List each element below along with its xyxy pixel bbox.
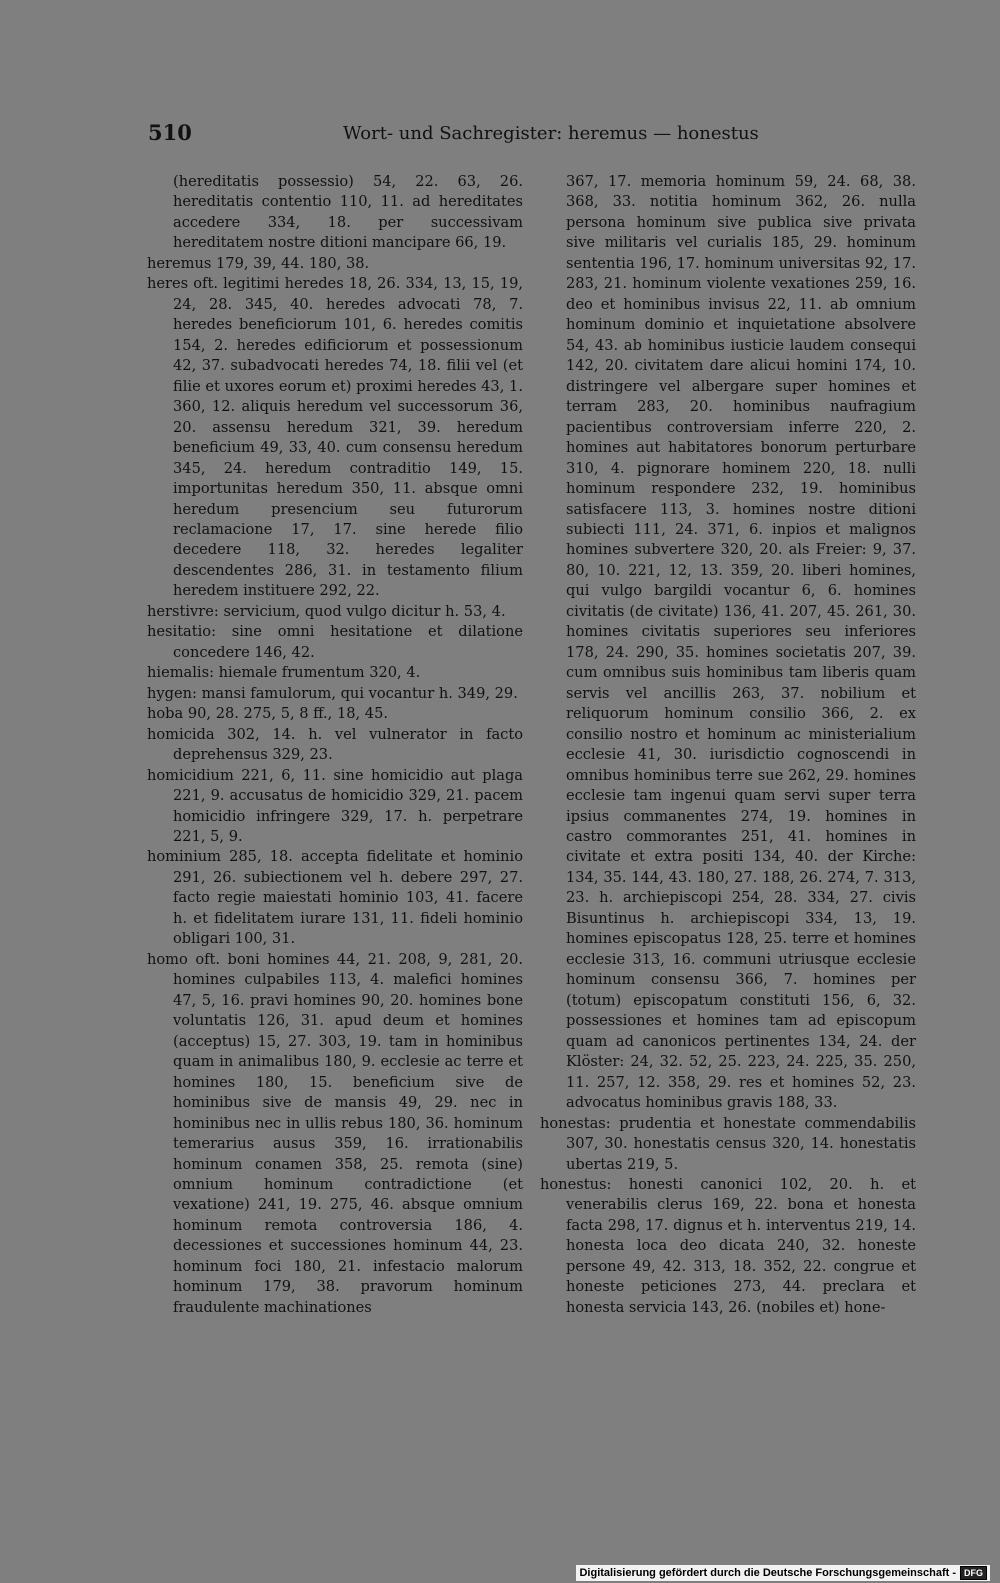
index-entry: honestus: honesti canonici 102, 20. h. et venerabilis clerus 169, 22. bona et honesta facta 298, 17. dignus et h. interventus 219, 14. honesta loca deo dicata 240, 32. honeste persone 49, 42. 313, 18. 352, 22. congrue et honeste peticiones 273, 44. preclara et honesta servicia 143, 26. (nobiles et) hone-: [540, 1175, 921, 1316]
index-entry: herstivre: servicium, quod vulgo dicitur h. 53, 4.: [147, 602, 506, 620]
index-entry: hiemalis: hiemale frumentum 320, 4.: [147, 664, 421, 682]
footer-text: Digitalisierung gefördert durch die Deutsche Forschungsgemeinschaft -: [579, 1567, 956, 1579]
dfg-logo: DFG: [960, 1566, 987, 1580]
index-entry: hominium 285, 18. accepta fidelitate et hominio 291, 26. subiectionem vel h. debere 297, 27. facto regie maiestati hominio 103, 41. facere h. et fidelitatem iurare 131, 11. fideli hominio obligari 100, 31.: [147, 848, 528, 948]
index-entry: hesitatio: sine omni hesitatione et dilatione concedere 146, 42.: [147, 623, 528, 661]
index-entry: 367, 17. memoria hominum 59, 24. 68, 38. 368, 33. notitia hominum 362, 26. nulla persona hominum sive publica sive privata sive militaris vel curialis 185, 29. hominum sententia 196, 17. hominum universitas 92, 17. 283, 21. hominum violente vexationes 259, 16. deo et hominibus invisus 22, 11. ab omnium hominum dominio et inquietatione absolvere 54, 43. ab hominibus iusticie laudem consequi 142, 20. civitatem dare alicui homini 174, 10. distringere vel albergare super homines et terram 283, 20. hominibus naufragium pacientibus controversiam inferre 220, 2. homines aut habitatores bonorum perturbare 310, 4. pignorare hominem 220, 18. nulli hominum respondere 232, 19. hominibus satisfacere 113, 3. homines nostre ditioni subiecti 111, 24. 371, 6. inpios et malignos homines subvertere 320, 20. als Freier: 9, 37. 80, 10. 221, 12, 13. 359, 20. liberi homines, qui vulgo bargildi vocantur 6, 6. homines civitatis (de civitate) 136, 41. 207, 45. 261, 30. homines civitatis superiores seu inferiores 178, 24. 290, 35. homines societatis 207, 39. cum omnibus suis hominibus tam liberis quam servis vel ancillis 263, 37. nobilium et reliquorum hominum consilio 366, 2. ex consilio nostro et hominum ac ministerialium ecclesie 41, 30. iurisdictio cognoscendi in omnibus hominibus terre sue 262, 29. homines ecclesie tam ingenui quam servi super terra ipsius commanentes 274, 19. homines in castro commorantes 251, 41. homines in civitate et extra positi 134, 40. der Kirche: 134, 35. 144, 43. 180, 27. 188, 26. 274, 7. 313, 23. h. archiepiscopi 254, 28. 334, 27. civis Bisuntinus h. archiepiscopi 334, 13, 19. homines episcopatus 128, 25. terre et homines ecclesie 313, 16. communi utriusque ecclesie hominum consensu 366, 7. homines per (totum) episcopatum constituti 156, 6, 32. possessiones et homines tam ad episcopum quam ad canonicos pertinentes 134, 24. der Klöster: 24, 32. 52, 25. 223, 24. 225, 35. 250, 11. 257, 12. 358, 29. res et homines 52, 23. advocatus hominibus gravis 188, 33.: [566, 173, 921, 1112]
index-entry: heres oft. legitimi heredes 18, 26. 334, 13, 15, 19, 24, 28. 345, 40. heredes advocati 78, 7. heredes beneficiorum 101, 6. heredes comitis 154, 2. heredes edificiorum et possessionum 42, 37. subadvocati heredes 74, 18. filii vel (et filie et uxores eorum et) proximi heredes 43, 1. 360, 12. aliquis heredum vel successorum 36, 20. assensu heredum 321, 39. heredum beneficium 49, 33, 40. cum consensu heredum 345, 24. heredum contraditio 149, 15. importunitas heredum 350, 11. absque omni heredum presencium seu futurorum reclamacione 17, 17. sine herede filio decedere 118, 32. heredes legaliter descendentes 286, 31. in testamento filium heredem instituere 292, 22.: [147, 275, 528, 600]
running-head: Wort- und Sachregister: heremus — honestus: [343, 123, 759, 144]
index-entry: hygen: mansi famulorum, qui vocantur h. 349, 29.: [147, 684, 518, 702]
index-entry: honestas: prudentia et honestate commendabilis 307, 30. honestatis census 320, 14. honestatis ubertas 219, 5.: [540, 1114, 921, 1173]
page-number: 510: [148, 120, 192, 145]
index-entry: homo oft. boni homines 44, 21. 208, 9, 281, 20. homines culpabiles 113, 4. malefici homines 47, 5, 16. pravi homines 90, 20. homines bone voluntatis 126, 31. apud deum et homines (acceptus) 15, 27. 303, 19. tam in hominibus quam in animalibus 180, 9. ecclesie ac terre et homines 180, 15. beneficium sive de hominibus sive de mansis 49, 29. nec in hominibus nec in ullis rebus 180, 36. hominum temerarius ausus 359, 16. irrationabilis hominum conamen 358, 25. remota (sine) omnium hominum contradictione (et vexatione) 241, 19. 275, 46. absque omnium hominum remota controversia 186, 4. decessiones et successiones hominum 44, 23. hominum foci 180, 21. infestacio malorum hominum 179, 38. pravorum hominum fraudulente machinationes: [147, 950, 528, 1316]
index-entry: homicidium 221, 6, 11. sine homicidio aut plaga 221, 9. accusatus de homicidio 329, 21. pacem homicidio infringere 329, 17. h. perpetrare 221, 5, 9.: [147, 766, 528, 845]
footer-credit: [576, 1565, 990, 1581]
index-entry: (hereditatis possessio) 54, 22. 63, 26. hereditatis contentio 110, 11. ad hereditates accedere 334, 18. per successivam hereditatem nostre ditioni mancipare 66, 19.: [173, 173, 528, 252]
index-entry: hoba 90, 28. 275, 5, 8 ff., 18, 45.: [147, 705, 389, 723]
left-column: [147, 172, 528, 1318]
index-entry: heremus 179, 39, 44. 180, 38.: [147, 254, 370, 272]
index-entry: homicida 302, 14. h. vel vulnerator in facto deprehensus 329, 23.: [147, 725, 528, 764]
right-column: [540, 172, 921, 1318]
